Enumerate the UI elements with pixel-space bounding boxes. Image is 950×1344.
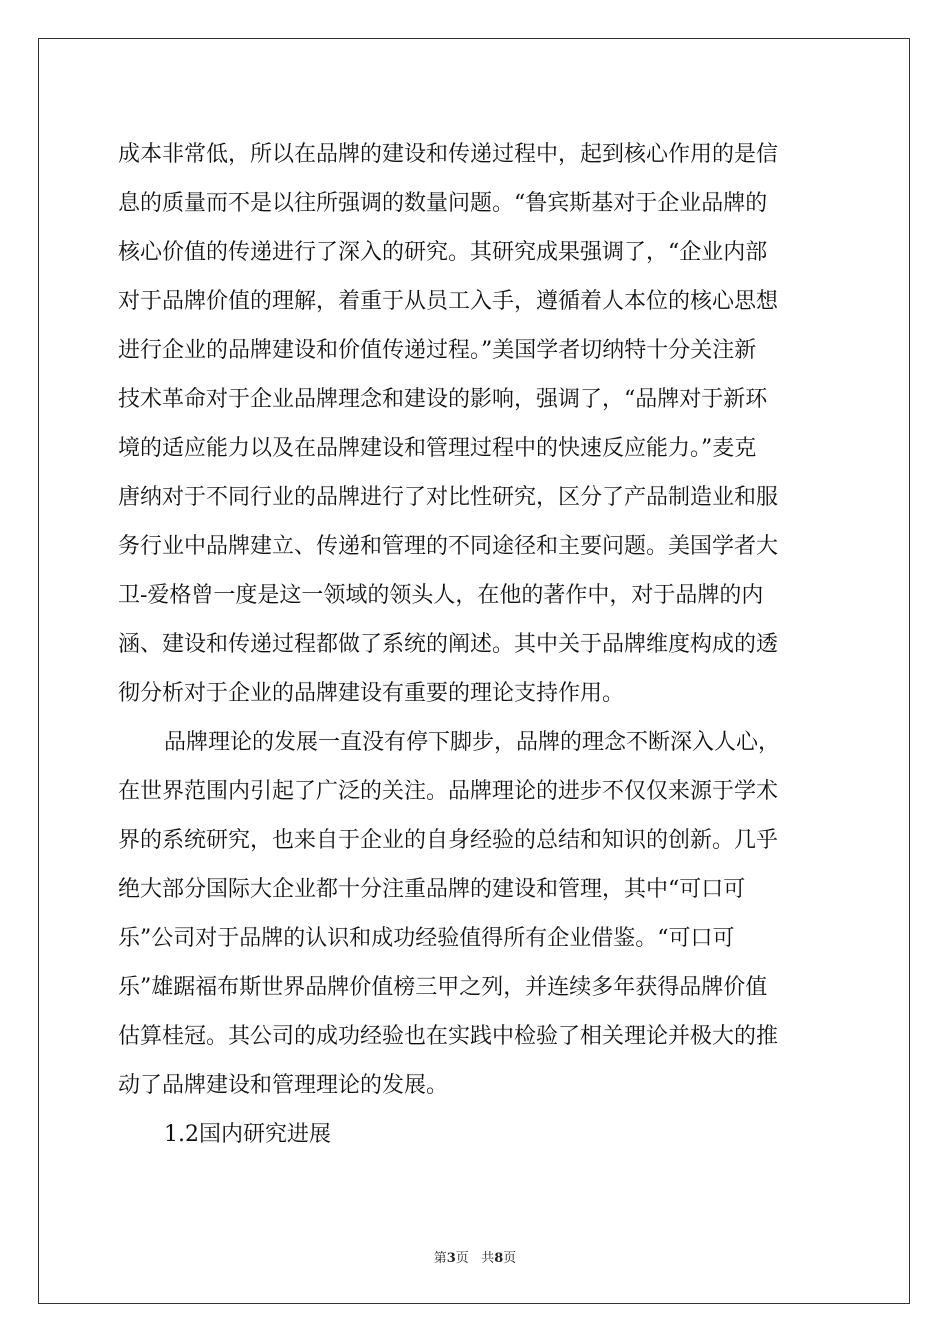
text-line: 进行企业的品牌建设和价值传递过程。”美国学者切纳特十分关注新 (118, 338, 757, 363)
text-line: 在世界范围内引起了广泛的关注。品牌理论的进步不仅仅来源于学术 (118, 779, 779, 804)
section-heading: 1.2国内研究进展 (164, 1122, 331, 1147)
text-line: 成本非常低，所以在品牌的建设和传递过程中，起到核心作用的是信 (118, 142, 779, 167)
text-line: 乐”雄踞福布斯世界品牌价值榜三甲之列，并连续多年获得品牌价值 (118, 975, 768, 1000)
footer-page-suffix: 页 (455, 1251, 469, 1266)
footer-total-prefix: 共 (481, 1251, 495, 1266)
text-line: 息的质量而不是以往所强调的数量问题。“鲁宾斯基对于企业品牌的 (118, 191, 768, 216)
text-line: 绝大部分国际大企业都十分注重品牌的建设和管理，其中“可口可 (118, 877, 746, 902)
text-line: 品牌理论的发展一直没有停下脚步，品牌的理念不断深入人心， (164, 730, 781, 755)
text-line: 境的适应能力以及在品牌建设和管理过程中的快速反应能力。”麦克 (118, 436, 757, 461)
total-pages-number: 8 (494, 1251, 504, 1266)
paragraph-2 (118, 718, 834, 1110)
text-line: 对于品牌价值的理解，着重于从员工入手，遵循着人本位的核心思想 (118, 289, 779, 314)
text-line: 涵、建设和传递过程都做了系统的阐述。其中关于品牌维度构成的透 (118, 632, 779, 657)
text-line: 技术革命对于企业品牌理念和建设的影响，强调了，“品牌对于新环 (118, 387, 768, 412)
page-footer (0, 1247, 950, 1266)
text-line: 估算桂冠。其公司的成功经验也在实践中检验了相关理论并极大的推 (118, 1024, 779, 1049)
footer-prefix: 第 (433, 1251, 447, 1266)
text-line: 卫-爱格曾一度是这一领域的领头人，在他的著作中，对于品牌的内 (118, 583, 764, 608)
document-body (118, 130, 834, 1159)
text-line: 务行业中品牌建立、传递和管理的不同途径和主要问题。美国学者大 (118, 534, 779, 559)
text-line: 唐纳对于不同行业的品牌进行了对比性研究，区分了产品制造业和服 (118, 485, 779, 510)
text-line: 界的系统研究，也来自于企业的自身经验的总结和知识的创新。几乎 (118, 828, 779, 853)
paragraph-1 (118, 130, 834, 718)
current-page-number: 3 (446, 1251, 456, 1266)
footer-total-suffix: 页 (503, 1251, 517, 1266)
text-line: 彻分析对于企业的品牌建设有重要的理论支持作用。 (118, 681, 625, 706)
text-line: 动了品牌建设和管理理论的发展。 (118, 1073, 449, 1098)
text-line: 核心价值的传递进行了深入的研究。其研究成果强调了，“企业内部 (118, 240, 768, 265)
text-line: 乐”公司对于品牌的认识和成功经验值得所有企业借鉴。“可口可 (118, 926, 735, 951)
